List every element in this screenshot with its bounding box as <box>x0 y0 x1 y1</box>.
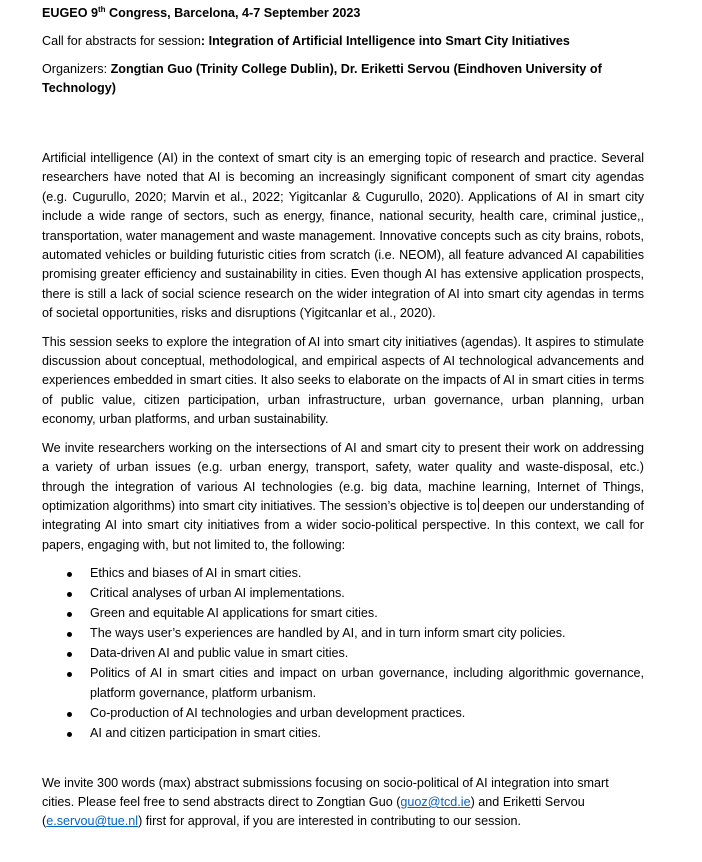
title-superscript: th <box>98 4 106 14</box>
invitation-text-part2: deepen our understanding of integrating AI into smart city initiatives from a wider socio-political perspective. In this context, we call for papers, engaging with, but not limited to, the following: <box>42 498 644 552</box>
call-line <box>42 32 644 51</box>
paragraph-closing <box>42 774 644 832</box>
list-item-text: Critical analyses of urban AI implementations. <box>90 586 345 601</box>
organizers-line <box>42 60 644 98</box>
bullet-icon <box>67 592 72 597</box>
list-item <box>42 644 644 663</box>
list-item <box>42 564 644 583</box>
list-item <box>42 584 644 603</box>
bullet-icon <box>67 612 72 617</box>
spacer <box>42 107 644 149</box>
topics-list <box>42 564 644 743</box>
list-item-text: Politics of AI in smart cities and impact on urban governance, including algorithmic governance, platform governance, platform urbanism. <box>90 666 644 700</box>
title-prefix: EUGEO 9 <box>42 6 98 20</box>
paragraph-invitation <box>42 439 644 555</box>
congress-title <box>42 4 644 23</box>
closing-text-part2: ) and Eriketti Servou ( <box>42 794 585 829</box>
list-item-text: Co-production of AI technologies and urban development practices. <box>90 705 466 720</box>
list-item-text: Data-driven AI and public value in smart cities. <box>90 646 349 661</box>
call-label: Call for abstracts for session <box>42 34 201 48</box>
invitation-text-part1: We invite researchers working on the intersections of AI and smart city to present their work on addressing a variety of urban issues (e.g. urban energy, transport, safety, water quality and waste-disposal, etc.) through the integration of various AI technologies (e.g. big data, machine learning, Internet of Things, optimization algorithms) into smart city initiatives. The session’s objective is to <box>42 440 644 513</box>
list-item <box>42 604 644 623</box>
email-link-guo[interactable]: guoz@tcd.ie <box>400 794 471 809</box>
email-link-servou[interactable]: e.servou@tue.nl <box>46 814 139 829</box>
organizers-label: Organizers: <box>42 62 111 76</box>
paragraph-intro: Artificial intelligence (AI) in the context of smart city is an emerging topic of research and practice. Several researchers have noted that AI is becoming an increasingly significant component of smart city agendas (e.g. Cugurullo, 2020; Marvin et al., 2022; Yigitcanlar & Cugurullo, 2020). Applications of AI in smart city include a wide range of sectors, such as energy, finance, national security, health care, criminal justice,, transportation, water management and waste management. Innovative concepts such as city brains, robots, automated vehicles or building futuristic cities from scratch (i.e. NEOM), all feature advanced AI capabilities promising greater efficiency and sustainability in cities. Even though AI has extensive application prospects, there is still a lack of social science research on the wider integration of AI into smart city agendas in terms of societal opportunities, risks and disruptions (Yigitcanlar et al., 2020). <box>42 151 644 321</box>
closing-text-part3: ) first for approval, if you are interested in contributing to our session. <box>138 814 522 829</box>
list-item-text: Green and equitable AI applications for smart cities. <box>90 606 378 621</box>
list-item-text: Ethics and biases of AI in smart cities. <box>90 566 302 581</box>
bullet-icon <box>67 732 72 737</box>
closing-text-part1: We invite 300 words (max) abstract submissions focusing on socio-political of AI integration into smart cities. Please feel free to send abstracts direct to Zongtian Guo ( <box>42 775 609 809</box>
list-item-text: The ways user’s experiences are handled by AI, and in turn inform smart city policies. <box>90 626 566 641</box>
list-item <box>42 664 644 703</box>
spacer <box>42 744 644 774</box>
list-item <box>42 624 644 643</box>
organizers-names: Zongtian Guo (Trinity College Dublin), Dr. Eriketti Servou (Eindhoven University of Technology) <box>42 62 602 95</box>
title-suffix: Congress, Barcelona, 4-7 September 2023 <box>105 6 361 20</box>
session-title: Integration of Artificial Intelligence into Smart City Initiatives <box>208 34 570 48</box>
bullet-icon <box>67 572 72 577</box>
bullet-icon <box>67 672 72 677</box>
list-item <box>42 724 644 743</box>
bullet-icon <box>67 712 72 717</box>
list-item-text: AI and citizen participation in smart cities. <box>90 725 321 740</box>
bullet-icon <box>67 652 72 657</box>
paragraph-session-aims: This session seeks to explore the integration of AI into smart city initiatives (agendas). It aspires to stimulate discussion about conceptual, methodological, and empirical aspects of AI technological advancements and experiences embedded in smart cities. It also seeks to elaborate on the impacts of AI in smart cities in terms of public value, citizen participation, urban infrastructure, urban governance, urban planning, urban economy, urban platforms, and urban sustainability. <box>42 334 644 427</box>
call-colon: : <box>200 34 209 48</box>
bullet-icon <box>67 632 72 637</box>
list-item <box>42 704 644 723</box>
